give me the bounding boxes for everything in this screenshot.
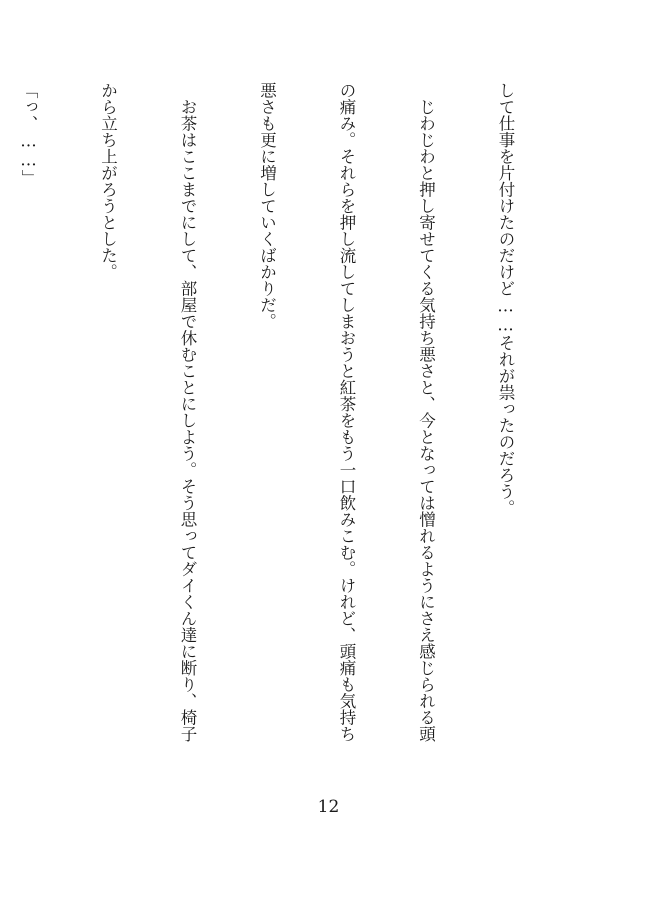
- text-line: から立ち上がろうとした。: [98, 82, 118, 280]
- text-line: の痛み。それらを押し流してしまおうと紅茶をもう一口飲みこむ。けれど、頭痛も気持ち: [337, 82, 356, 742]
- text-line: じわじわと押し寄せてくる気持ち悪さと、今となっては憎れるようにさえ感じられる頭: [416, 82, 436, 742]
- vertical-text-body: [0, 82, 571, 742]
- text-line: お茶はここまでにして、部屋で休むことにしよう。そう思ってダイくん達に断り、椅子: [178, 82, 197, 742]
- text-line: して仕事を片付けたのだけど……それが祟ったのだろう。: [496, 82, 515, 516]
- text-line: 「っ、……」: [19, 82, 38, 186]
- text-line: 悪さも更に増していくばかりだ。: [257, 82, 277, 330]
- page-number: 12: [317, 797, 340, 817]
